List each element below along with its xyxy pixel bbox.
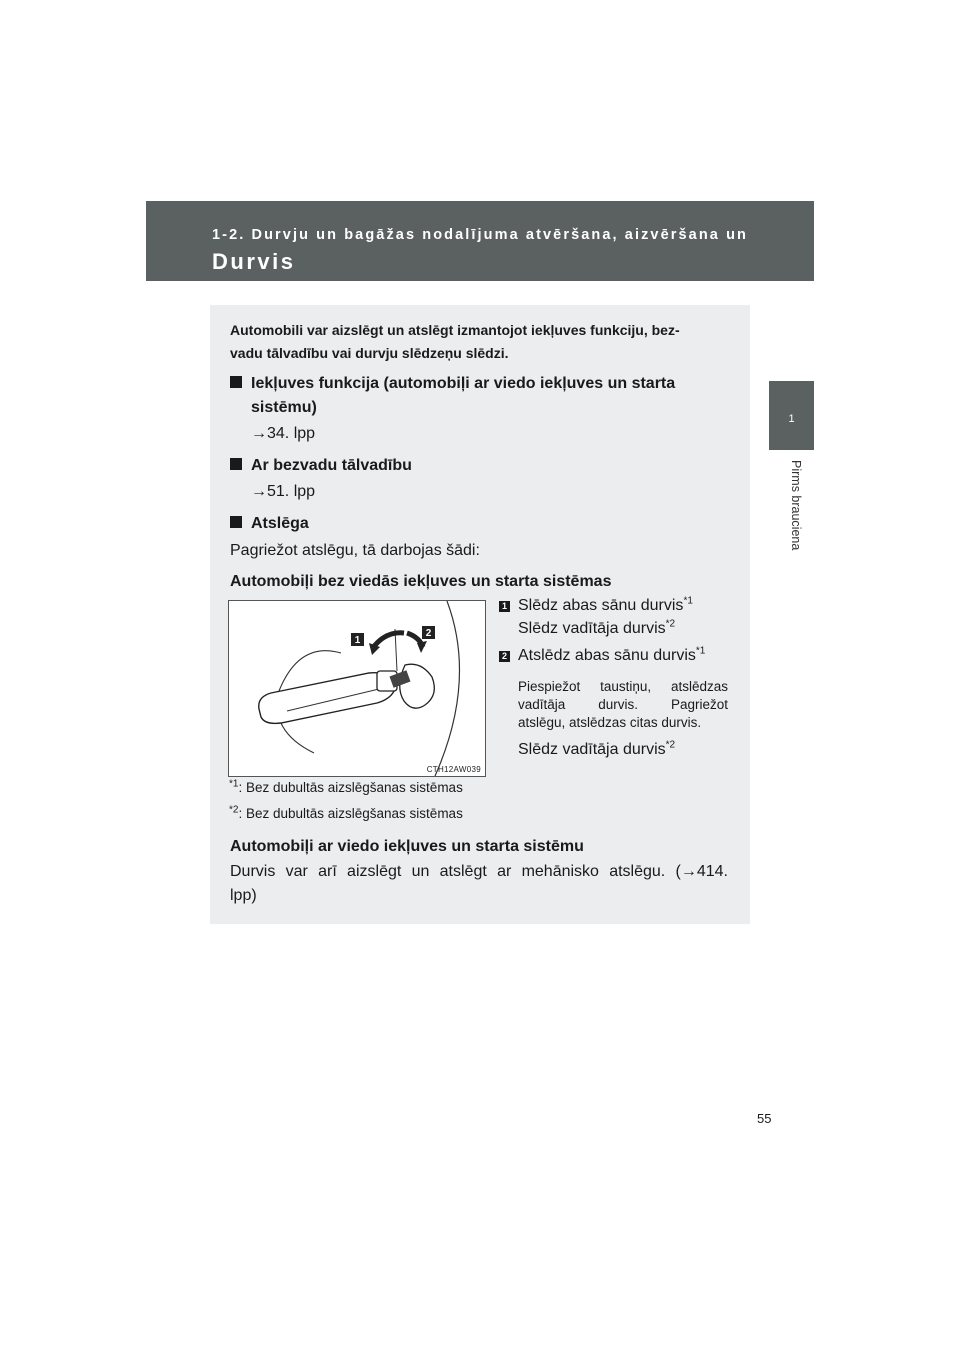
- key-body: Pagriežot atslēgu, tā darbojas šādi:: [230, 542, 480, 559]
- chapter-tab: [769, 381, 814, 450]
- door-handle-key-illustration: [229, 601, 485, 776]
- bullet-square-icon: [230, 516, 242, 528]
- section-title: 1-2. Durvju un bagāžas nodalījuma atvēršana, aizvēršana un: [212, 227, 748, 243]
- entry-function-heading: Iekļuves funkcija (automobiļi ar viedo iekļuves un starta: [230, 375, 675, 393]
- step2-line2: Slēdz vadītāja durvis$^{*2}$: [518, 739, 676, 758]
- section-header: [146, 201, 814, 281]
- step-badge: 1: [499, 601, 510, 612]
- note-line-2: vadītāja durvis. Pagriežot: [518, 697, 728, 712]
- chapter-label: Pirms brauciena: [789, 460, 803, 551]
- figure-label-1: 1: [354, 635, 361, 646]
- with-smart-body-line-2: lpp): [230, 887, 257, 904]
- bullet-square-icon: [230, 458, 242, 470]
- bullet-square-icon: [230, 376, 242, 388]
- chapter-number: 1: [788, 413, 795, 425]
- wireless-heading: Ar bezvadu tālvadību: [230, 457, 412, 475]
- step1-line2: Slēdz vadītāja durvis$^{*2}$: [518, 618, 676, 637]
- note-line-1: Piespiežot taustiņu, atslēdzas: [518, 679, 728, 694]
- step2-line1: 2 Atslēdz abas sānu durvis$^{*1}$: [499, 647, 705, 665]
- entry-function-heading-cont: sistēmu): [251, 399, 317, 416]
- page-number: 55: [757, 1111, 772, 1126]
- key-heading: Atslēga: [230, 515, 309, 533]
- step1-line1: 1 Slēdz abas sānu durvis$^{*1}$: [499, 597, 693, 615]
- entry-function-ref: →34. lpp: [251, 425, 316, 442]
- intro-line-1: Automobili var aizslēgt un atslēgt izmantojot iekļuves funkciju, bez-: [230, 322, 680, 338]
- door-handle-figure: [228, 600, 486, 777]
- step-badge: 2: [499, 651, 510, 662]
- figure-code: CTH12AW039: [426, 765, 481, 774]
- without-smart-heading: Automobiļi bez viedās iekļuves un starta sistēmas: [230, 573, 612, 590]
- footnote-1: $^{*1}$: Bez dubultās aizslēgšanas sistēmas: [229, 778, 463, 795]
- figure-label-2: 2: [425, 628, 432, 639]
- note-line-3: atslēgu, atslēdzas citas durvis.: [518, 715, 702, 730]
- intro-line-2: vadu tālvadību vai durvju slēdzeņu slēdzi.: [230, 345, 509, 361]
- with-smart-heading: Automobiļi ar viedo iekļuves un starta sistēmu: [230, 838, 584, 855]
- wireless-ref: →51. lpp: [251, 483, 316, 500]
- with-smart-body-line-1: Durvis var arī aizslēgt un atslēgt ar mehānisko atslēgu. (→414.: [230, 863, 728, 880]
- page-title: Durvis: [212, 249, 296, 274]
- footnote-2: $^{*2}$: Bez dubultās aizslēgšanas sistēmas: [229, 804, 463, 821]
